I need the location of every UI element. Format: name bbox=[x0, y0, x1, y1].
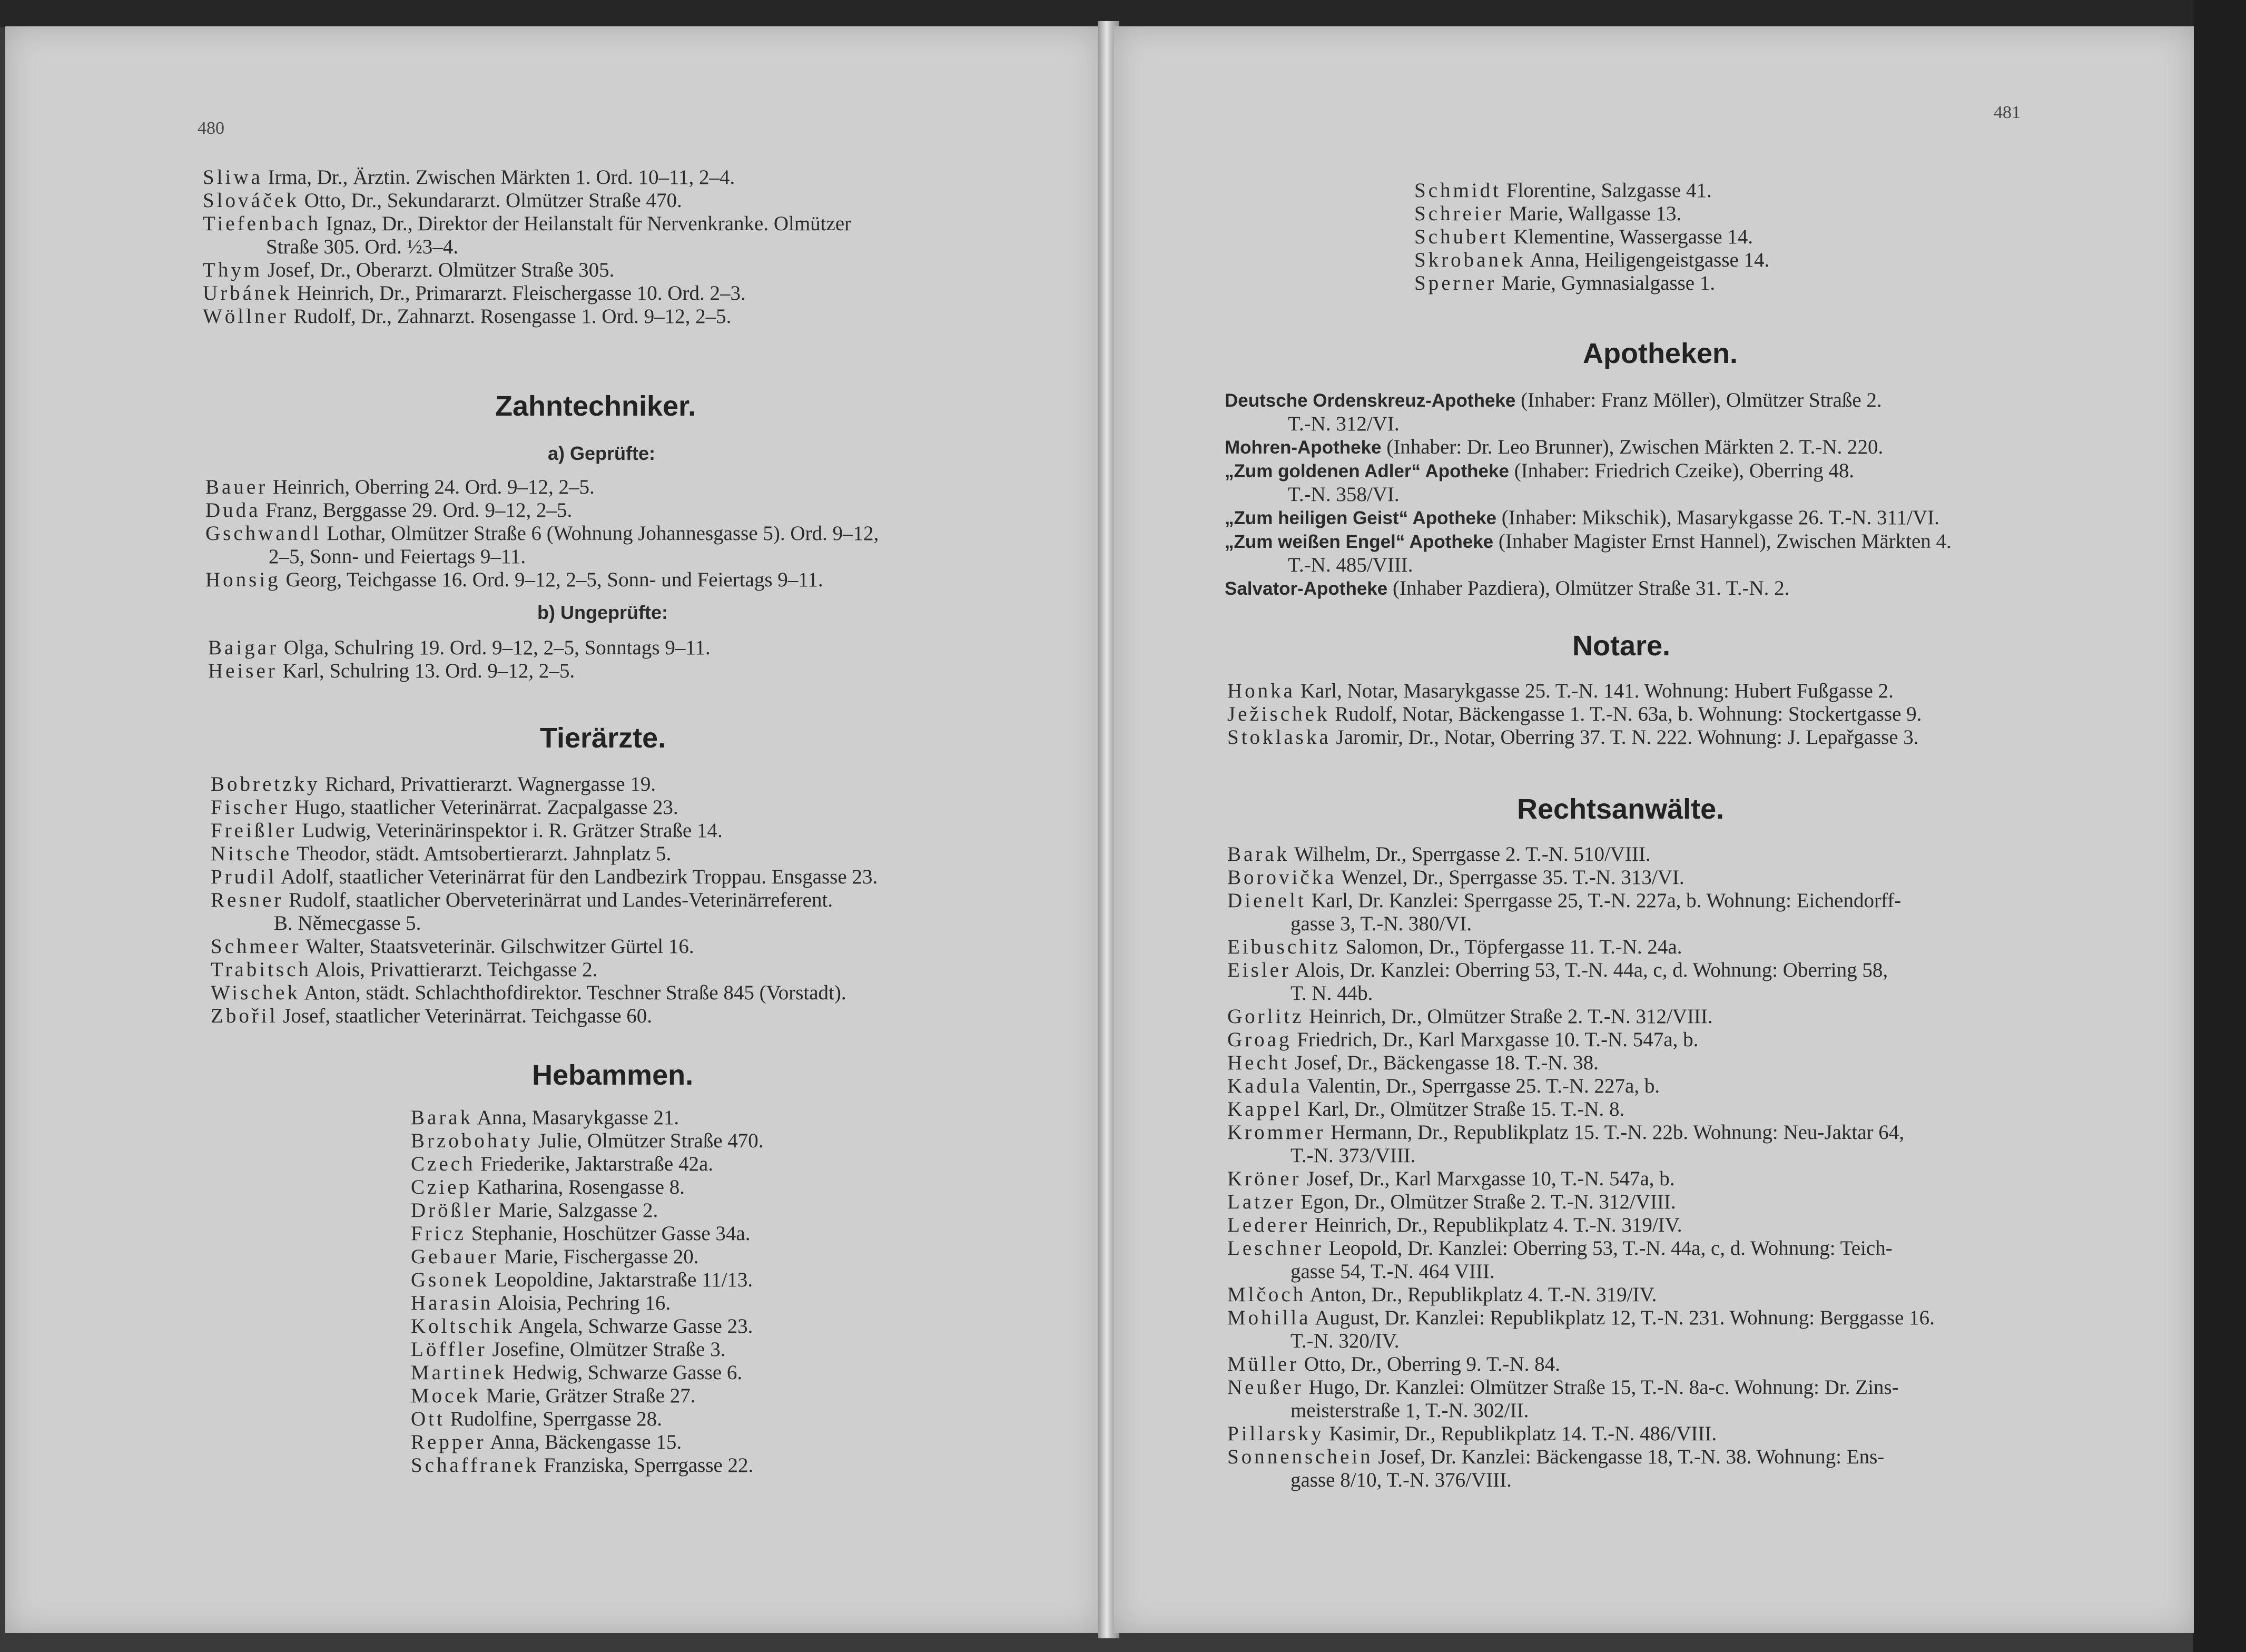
directory-entry bbox=[1227, 1446, 1935, 1469]
directory-entry bbox=[1227, 1330, 1935, 1353]
book-cover-top bbox=[0, 0, 2246, 27]
directory-entry bbox=[1227, 1283, 1935, 1306]
entry-surname: Kappel bbox=[1227, 1098, 1303, 1120]
entry-details: Heinrich, Oberring 24. Ord. 9–12, 2–5. bbox=[268, 476, 595, 498]
directory-entry bbox=[1227, 1051, 1935, 1075]
tieraerzte-list bbox=[211, 773, 878, 1028]
pharmacy-name: Deutsche Ordenskreuz-Apotheke bbox=[1225, 390, 1516, 411]
entry-details: B. Němecgasse 5. bbox=[274, 912, 421, 935]
entry-details: (Inhaber: Franz Möller), Olmützer Straße 2. bbox=[1515, 389, 1882, 411]
entry-details: Alois, Dr. Kanzlei: Oberring 53, T.-N. 44a, c, d. Wohnung: Oberring 58, bbox=[1291, 959, 1888, 981]
entry-details: Anna, Masarykgasse 21. bbox=[473, 1106, 679, 1129]
directory-entry bbox=[1227, 726, 1922, 749]
entry-surname: Pillarsky bbox=[1227, 1422, 1324, 1445]
entry-details: T. N. 44b. bbox=[1291, 982, 1373, 1005]
entry-surname: Brzobohaty bbox=[411, 1129, 533, 1152]
directory-entry bbox=[411, 1408, 764, 1431]
directory-entry bbox=[1227, 703, 1922, 726]
entry-details: Leopold, Dr. Kanzlei: Oberring 53, T.-N. 44a, c, d. Wohnung: Teich- bbox=[1323, 1237, 1893, 1260]
directory-entry bbox=[211, 819, 878, 842]
entry-details: 2–5, Sonn- und Feiertags 9–11. bbox=[269, 545, 526, 568]
entry-surname: Schmeer bbox=[211, 935, 301, 958]
entry-surname: Lederer bbox=[1227, 1214, 1310, 1236]
entry-surname: Gsonek bbox=[411, 1268, 490, 1291]
directory-entry bbox=[1225, 554, 1952, 577]
entry-details: Valentin, Dr., Sperrgasse 25. T.-N. 227a, b. bbox=[1302, 1075, 1660, 1097]
directory-entry bbox=[208, 636, 711, 660]
directory-entry bbox=[411, 1454, 764, 1477]
zahntechniker-ungepruefte-list bbox=[208, 636, 711, 683]
entry-details: Otto, Dr., Oberring 9. T.-N. 84. bbox=[1299, 1353, 1560, 1375]
entry-details: Ludwig, Veterinärinspektor i. R. Grätzer Straße 14. bbox=[297, 819, 723, 842]
directory-entry bbox=[203, 305, 851, 328]
heading-hebammen: Hebammen. bbox=[532, 1059, 694, 1091]
directory-entry bbox=[1414, 202, 1769, 225]
entry-details: (Inhaber Pazdiera), Olmützer Straße 31. T.-N. 2. bbox=[1387, 577, 1790, 599]
directory-entry bbox=[411, 1384, 764, 1408]
entry-details: gasse 3, T.-N. 380/VI. bbox=[1291, 912, 1472, 935]
directory-entry bbox=[411, 1222, 764, 1245]
left-page bbox=[5, 26, 1101, 1633]
directory-entry bbox=[1227, 1028, 1935, 1051]
entry-surname: Fischer bbox=[211, 796, 290, 819]
entry-details: Rudolfine, Sperrgasse 28. bbox=[445, 1408, 662, 1430]
entry-surname: Freißler bbox=[211, 819, 297, 842]
entry-details: Anna, Heiligengeistgasse 14. bbox=[1525, 249, 1770, 271]
directory-entry bbox=[211, 889, 878, 912]
heading-notare: Notare. bbox=[1572, 630, 1671, 662]
entry-details: Stephanie, Hoschützer Gasse 34a. bbox=[466, 1222, 751, 1245]
directory-entry bbox=[1227, 1214, 1935, 1237]
entry-details: Hugo, staatlicher Veterinärrat. Zacpalgasse 23. bbox=[289, 796, 678, 819]
entry-details: Salomon, Dr., Töpfergasse 11. T.-N. 24a. bbox=[1340, 936, 1682, 958]
directory-entry bbox=[1227, 1260, 1935, 1283]
entry-details: (Inhaber: Mikschik), Masarykgasse 26. T.-N. 311/VI. bbox=[1496, 506, 1939, 529]
directory-entry bbox=[411, 1431, 764, 1454]
entry-surname: Mlčoch bbox=[1227, 1283, 1306, 1306]
directory-entry bbox=[411, 1106, 764, 1129]
entry-details: Rudolf, staatlicher Oberveterinärrat und Landes-Veterinärreferent. bbox=[283, 889, 833, 911]
entry-details: Rudolf, Notar, Bäckengasse 1. T.-N. 63a, b. Wohnung: Stockertgasse 9. bbox=[1329, 703, 1922, 725]
entry-surname: Sliwa bbox=[203, 166, 263, 189]
entry-surname: Bauer bbox=[205, 476, 268, 498]
directory-entry bbox=[1227, 1422, 1935, 1446]
entry-details: meisterstraße 1, T.-N. 302/II. bbox=[1291, 1399, 1529, 1422]
entry-details: Karl, Dr., Olmützer Straße 15. T.-N. 8. bbox=[1302, 1098, 1625, 1120]
directory-entry bbox=[205, 476, 879, 499]
entry-surname: Baigar bbox=[208, 636, 279, 659]
entry-details: Karl, Schulring 13. Ord. 9–12, 2–5. bbox=[277, 660, 575, 682]
entry-surname: Schmidt bbox=[1414, 179, 1502, 202]
notare-list bbox=[1227, 680, 1922, 749]
entry-details: Leopoldine, Jaktarstraße 11/13. bbox=[489, 1268, 753, 1291]
entry-surname: Krommer bbox=[1227, 1121, 1326, 1144]
subheading-gepruefte: a) Geprüfte: bbox=[548, 442, 656, 464]
hebammen-continued-list bbox=[1414, 179, 1769, 295]
entry-surname: Hecht bbox=[1227, 1051, 1290, 1074]
page-number-right: 481 bbox=[1994, 103, 2021, 122]
entry-details: Josef, staatlicher Veterinärrat. Teichgasse 60. bbox=[278, 1005, 653, 1027]
entry-details: Adolf, staatlicher Veterinärrat für den Landbezirk Troppau. Ensgasse 23. bbox=[277, 866, 878, 888]
entry-details: Alois, Privattierarzt. Teichgasse 2. bbox=[311, 958, 598, 981]
entry-surname: Barak bbox=[411, 1106, 474, 1129]
directory-entry bbox=[1227, 1353, 1935, 1376]
entry-details: Marie, Wallgasse 13. bbox=[1503, 202, 1682, 225]
entry-details: T.-N. 485/VIII. bbox=[1288, 554, 1413, 576]
directory-entry bbox=[1414, 179, 1769, 202]
entry-details: Richard, Privattierarzt. Wagnergasse 19. bbox=[320, 773, 656, 795]
entry-surname: Sonnenschein bbox=[1227, 1446, 1373, 1468]
entry-surname: Harasin bbox=[411, 1292, 494, 1314]
entry-surname: Neußer bbox=[1227, 1376, 1304, 1399]
directory-entry bbox=[211, 981, 878, 1005]
book-cover-right bbox=[2193, 0, 2246, 1652]
entry-details: Josefine, Olmützer Straße 3. bbox=[487, 1338, 726, 1361]
directory-entry bbox=[211, 796, 878, 819]
directory-entry bbox=[1227, 1075, 1935, 1098]
entry-details: Heinrich, Dr., Primararzt. Fleischergasse 10. Ord. 2–3. bbox=[292, 282, 746, 304]
directory-entry bbox=[1227, 1469, 1935, 1492]
directory-entry bbox=[1227, 982, 1935, 1005]
entry-surname: Ježischek bbox=[1227, 703, 1330, 725]
doctors-list bbox=[203, 166, 851, 328]
entry-details: Theodor, städt. Amtsobertierarzt. Jahnplatz 5. bbox=[292, 842, 672, 865]
entry-surname: Mohilla bbox=[1227, 1306, 1311, 1329]
directory-entry bbox=[203, 259, 851, 282]
entry-details: Kasimir, Dr., Republikplatz 14. T.-N. 486/VIII. bbox=[1324, 1422, 1717, 1445]
entry-details: Marie, Salzgasse 2. bbox=[493, 1199, 658, 1222]
entry-details: Hedwig, Schwarze Gasse 6. bbox=[507, 1361, 743, 1384]
entry-surname: Czech bbox=[411, 1153, 476, 1175]
entry-surname: Gebauer bbox=[411, 1245, 499, 1268]
directory-entry bbox=[1225, 530, 1952, 554]
entry-details: Anton, Dr., Republikplatz 4. T.-N. 319/IV. bbox=[1306, 1283, 1657, 1306]
entry-details: Otto, Dr., Sekundararzt. Olmützer Straße 470. bbox=[299, 189, 682, 212]
entry-surname: Barak bbox=[1227, 843, 1290, 866]
entry-details: Josef, Dr., Oberarzt. Olmützer Straße 305. bbox=[262, 259, 615, 281]
entry-details: T.-N. 373/VIII. bbox=[1291, 1144, 1416, 1167]
entry-surname: Zbořil bbox=[211, 1005, 278, 1027]
entry-details: Anna, Bäckengasse 15. bbox=[486, 1431, 682, 1453]
heading-apotheken: Apotheken. bbox=[1583, 338, 1738, 369]
entry-surname: Wischek bbox=[211, 981, 300, 1004]
entry-details: Josef, Dr. Kanzlei: Bäckengasse 18, T.-N. 38. Wohnung: Ens- bbox=[1373, 1446, 1885, 1468]
entry-details: Anton, städt. Schlachthofdirektor. Teschner Straße 845 (Vorstadt). bbox=[300, 981, 846, 1004]
entry-details: Straße 305. Ord. ½3–4. bbox=[266, 235, 459, 258]
entry-details: Julie, Olmützer Straße 470. bbox=[533, 1129, 764, 1152]
entry-surname: Bobretzky bbox=[211, 773, 320, 795]
entry-details: Josef, Dr., Bäckengasse 18. T.-N. 38. bbox=[1289, 1051, 1599, 1074]
directory-entry bbox=[203, 282, 851, 305]
entry-surname: Ott bbox=[411, 1408, 445, 1430]
entry-surname: Koltschik bbox=[411, 1315, 515, 1338]
entry-details: August, Dr. Kanzlei: Republikplatz 12, T.-N. 231. Wohnung: Berggasse 16. bbox=[1311, 1306, 1935, 1329]
heading-tieraerzte: Tierärzte. bbox=[540, 722, 666, 754]
entry-surname: Thym bbox=[203, 259, 263, 281]
entry-details: Irma, Dr., Ärztin. Zwischen Märkten 1. Ord. 10–11, 2–4. bbox=[262, 166, 735, 189]
entry-surname: Honsig bbox=[205, 568, 281, 591]
directory-entry bbox=[1225, 506, 1952, 530]
entry-details: Hermann, Dr., Republikplatz 15. T.-N. 22b. Wohnung: Neu-Jaktar 64, bbox=[1325, 1121, 1905, 1144]
entry-surname: Slováček bbox=[203, 189, 299, 212]
directory-entry bbox=[411, 1315, 764, 1338]
entry-surname: Mocek bbox=[411, 1384, 481, 1407]
entry-details: T.-N. 312/VI. bbox=[1288, 412, 1400, 435]
hebammen-list bbox=[411, 1106, 764, 1477]
entry-surname: Martinek bbox=[411, 1361, 507, 1384]
directory-entry bbox=[411, 1176, 764, 1199]
entry-details: Hugo, Dr. Kanzlei: Olmützer Straße 15, T.-N. 8a-c. Wohnung: Dr. Zins- bbox=[1303, 1376, 1899, 1399]
entry-surname: Groag bbox=[1227, 1028, 1292, 1051]
directory-entry bbox=[1414, 249, 1769, 272]
apotheken-list bbox=[1225, 389, 1952, 601]
entry-surname: Repper bbox=[411, 1431, 486, 1453]
directory-entry bbox=[203, 166, 851, 189]
entry-surname: Sperner bbox=[1414, 272, 1497, 294]
entry-details: Karl, Dr. Kanzlei: Sperrgasse 25, T.-N. 227a, b. Wohnung: Eichendorff- bbox=[1306, 889, 1902, 912]
entry-details: Georg, Teichgasse 16. Ord. 9–12, 2–5, Sonn- und Feiertags 9–11. bbox=[280, 568, 823, 591]
pharmacy-name: Salvator-Apotheke bbox=[1225, 578, 1388, 599]
entry-details: Friedrich, Dr., Karl Marxgasse 10. T.-N. 547a, b. bbox=[1292, 1028, 1699, 1051]
directory-entry bbox=[1225, 389, 1952, 412]
entry-surname: Skrobanek bbox=[1414, 249, 1526, 271]
entry-surname: Nitsche bbox=[211, 842, 292, 865]
entry-surname: Schaffranek bbox=[411, 1454, 539, 1477]
entry-details: gasse 54, T.-N. 464 VIII. bbox=[1291, 1260, 1495, 1283]
entry-details: T.-N. 358/VI. bbox=[1288, 483, 1400, 506]
directory-entry bbox=[211, 1005, 878, 1028]
directory-entry bbox=[1227, 1191, 1935, 1214]
directory-entry bbox=[411, 1199, 764, 1222]
entry-details: Rudolf, Dr., Zahnarzt. Rosengasse 1. Ord. 9–12, 2–5. bbox=[288, 305, 732, 328]
entry-details: (Inhaber: Friedrich Czeike), Oberring 48. bbox=[1509, 459, 1855, 482]
directory-entry bbox=[211, 866, 878, 889]
entry-details: Jaromir, Dr., Notar, Oberring 37. T. N. 222. Wohnung: J. Lepařgasse 3. bbox=[1331, 726, 1919, 749]
directory-entry bbox=[1227, 680, 1922, 703]
directory-entry bbox=[411, 1245, 764, 1268]
directory-entry bbox=[1227, 1005, 1935, 1028]
page-number-left: 480 bbox=[198, 119, 224, 138]
directory-entry bbox=[1227, 889, 1935, 912]
entry-details: T.-N. 320/IV. bbox=[1291, 1330, 1400, 1352]
entry-details: Egon, Dr., Olmützer Straße 2. T.-N. 312/VIII. bbox=[1295, 1191, 1676, 1213]
directory-entry bbox=[1227, 1306, 1935, 1330]
directory-entry bbox=[1227, 843, 1935, 866]
entry-details: Marie, Gymnasialgasse 1. bbox=[1496, 272, 1716, 294]
entry-details: Aloisia, Pechring 16. bbox=[493, 1292, 671, 1314]
entry-surname: Löffler bbox=[411, 1338, 487, 1361]
directory-entry bbox=[1225, 577, 1952, 601]
entry-details: Josef, Dr., Karl Marxgasse 10, T.-N. 547a, b. bbox=[1301, 1167, 1675, 1190]
entry-surname: Kadula bbox=[1227, 1075, 1303, 1097]
entry-details: Heinrich, Dr., Olmützer Straße 2. T.-N. 312/VIII. bbox=[1304, 1005, 1713, 1028]
entry-details: Friederike, Jaktarstraße 42a. bbox=[475, 1153, 714, 1175]
directory-entry bbox=[203, 212, 851, 235]
entry-surname: Latzer bbox=[1227, 1191, 1296, 1213]
directory-entry bbox=[1414, 225, 1769, 249]
directory-entry bbox=[411, 1153, 764, 1176]
entry-surname: Fricz bbox=[411, 1222, 467, 1245]
entry-surname: Honka bbox=[1227, 680, 1295, 702]
directory-entry bbox=[208, 660, 711, 683]
entry-surname: Müller bbox=[1227, 1353, 1299, 1375]
directory-entry bbox=[205, 499, 879, 522]
subheading-ungepruefte: b) Ungeprüfte: bbox=[537, 602, 668, 623]
entry-details: Katharina, Rosengasse 8. bbox=[471, 1176, 685, 1198]
entry-details: Klementine, Wassergasse 14. bbox=[1508, 225, 1754, 248]
directory-entry bbox=[1227, 1098, 1935, 1121]
entry-surname: Kröner bbox=[1227, 1167, 1302, 1190]
directory-entry bbox=[1225, 436, 1952, 459]
entry-surname: Cziep bbox=[411, 1176, 472, 1198]
pharmacy-name: „Zum weißen Engel“ Apotheke bbox=[1225, 532, 1494, 552]
entry-surname: Drößler bbox=[411, 1199, 494, 1222]
directory-entry bbox=[1227, 1121, 1935, 1144]
right-page bbox=[1114, 26, 2194, 1633]
pharmacy-name: „Zum heiligen Geist“ Apotheke bbox=[1225, 508, 1496, 528]
entry-surname: Gschwandl bbox=[205, 522, 322, 545]
rechtsanwaelte-list bbox=[1227, 843, 1935, 1492]
entry-details: Wenzel, Dr., Sperrgasse 35. T.-N. 313/VI. bbox=[1336, 866, 1684, 889]
entry-surname: Tiefenbach bbox=[203, 212, 321, 235]
entry-details: Marie, Fischergasse 20. bbox=[499, 1245, 699, 1268]
directory-entry bbox=[1414, 272, 1769, 295]
entry-surname: Heiser bbox=[208, 660, 278, 682]
entry-surname: Resner bbox=[211, 889, 284, 911]
entry-surname: Prudil bbox=[211, 866, 277, 888]
directory-entry bbox=[211, 773, 878, 796]
directory-entry bbox=[1225, 459, 1952, 483]
directory-entry bbox=[1227, 959, 1935, 982]
entry-details: Lothar, Olmützer Straße 6 (Wohnung Johannesgasse 5). Ord. 9–12, bbox=[321, 522, 879, 545]
directory-entry bbox=[411, 1268, 764, 1292]
entry-surname: Borovička bbox=[1227, 866, 1337, 889]
entry-details: Karl, Notar, Masarykgasse 25. T.-N. 141. Wohnung: Hubert Fußgasse 2. bbox=[1295, 680, 1894, 702]
directory-entry bbox=[1227, 1167, 1935, 1191]
entry-details: (Inhaber Magister Ernst Hannel), Zwischen Märkten 4. bbox=[1493, 530, 1952, 553]
directory-entry bbox=[1227, 936, 1935, 959]
heading-rechtsanwaelte: Rechtsanwälte. bbox=[1517, 793, 1725, 825]
entry-details: Angela, Schwarze Gasse 23. bbox=[514, 1315, 753, 1338]
directory-entry bbox=[1227, 1144, 1935, 1167]
entry-details: Franz, Berggasse 29. Ord. 9–12, 2–5. bbox=[260, 499, 573, 522]
directory-entry bbox=[1227, 1399, 1935, 1422]
pharmacy-name: Mohren-Apotheke bbox=[1225, 437, 1382, 458]
directory-entry bbox=[1225, 483, 1952, 506]
entry-details: Florentine, Salzgasse 41. bbox=[1501, 179, 1712, 202]
directory-entry bbox=[1227, 866, 1935, 889]
directory-entry bbox=[411, 1361, 764, 1384]
entry-surname: Urbánek bbox=[203, 282, 292, 304]
directory-entry bbox=[211, 842, 878, 866]
directory-entry bbox=[411, 1129, 764, 1153]
entry-details: (Inhaber: Dr. Leo Brunner), Zwischen Märkten 2. T.-N. 220. bbox=[1381, 436, 1884, 458]
directory-entry bbox=[211, 958, 878, 981]
directory-entry bbox=[1227, 1237, 1935, 1260]
entry-surname: Stoklaska bbox=[1227, 726, 1331, 749]
entry-details: Franziska, Sperrgasse 22. bbox=[538, 1454, 754, 1477]
entry-details: Walter, Staatsveterinär. Gilschwitzer Gürtel 16. bbox=[301, 935, 694, 958]
directory-entry bbox=[211, 935, 878, 958]
entry-surname: Schreier bbox=[1414, 202, 1504, 225]
directory-entry bbox=[1227, 1376, 1935, 1399]
directory-entry bbox=[205, 568, 879, 592]
entry-surname: Eisler bbox=[1227, 959, 1291, 981]
entry-surname: Gorlitz bbox=[1227, 1005, 1304, 1028]
entry-surname: Eibuschitz bbox=[1227, 936, 1341, 958]
directory-entry bbox=[411, 1338, 764, 1361]
directory-entry bbox=[1227, 912, 1935, 936]
entry-surname: Wöllner bbox=[203, 305, 289, 328]
heading-zahntechniker: Zahntechniker. bbox=[495, 390, 696, 422]
entry-surname: Schubert bbox=[1414, 225, 1509, 248]
entry-details: Heinrich, Dr., Republikplatz 4. T.-N. 319/IV. bbox=[1309, 1214, 1682, 1236]
entry-details: Olga, Schulring 19. Ord. 9–12, 2–5, Sonntags 9–11. bbox=[278, 636, 711, 659]
directory-entry bbox=[1225, 412, 1952, 436]
entry-details: Ignaz, Dr., Direktor der Heilanstalt für Nervenkranke. Olmützer bbox=[321, 212, 852, 235]
pharmacy-name: „Zum goldenen Adler“ Apotheke bbox=[1225, 461, 1509, 481]
entry-details: gasse 8/10, T.-N. 376/VIII. bbox=[1291, 1469, 1512, 1491]
directory-entry bbox=[411, 1292, 764, 1315]
directory-entry bbox=[203, 235, 851, 259]
directory-entry bbox=[211, 912, 878, 935]
directory-entry bbox=[205, 545, 879, 568]
entry-surname: Trabitsch bbox=[211, 958, 311, 981]
entry-details: Wilhelm, Dr., Sperrgasse 2. T.-N. 510/VIII. bbox=[1289, 843, 1651, 866]
directory-entry bbox=[203, 189, 851, 212]
zahntechniker-gepruefte-list bbox=[205, 476, 879, 592]
entry-details: Marie, Grätzer Straße 27. bbox=[481, 1384, 696, 1407]
entry-surname: Dienelt bbox=[1227, 889, 1306, 912]
directory-entry bbox=[205, 522, 879, 545]
entry-surname: Duda bbox=[205, 499, 261, 522]
entry-surname: Leschner bbox=[1227, 1237, 1324, 1260]
